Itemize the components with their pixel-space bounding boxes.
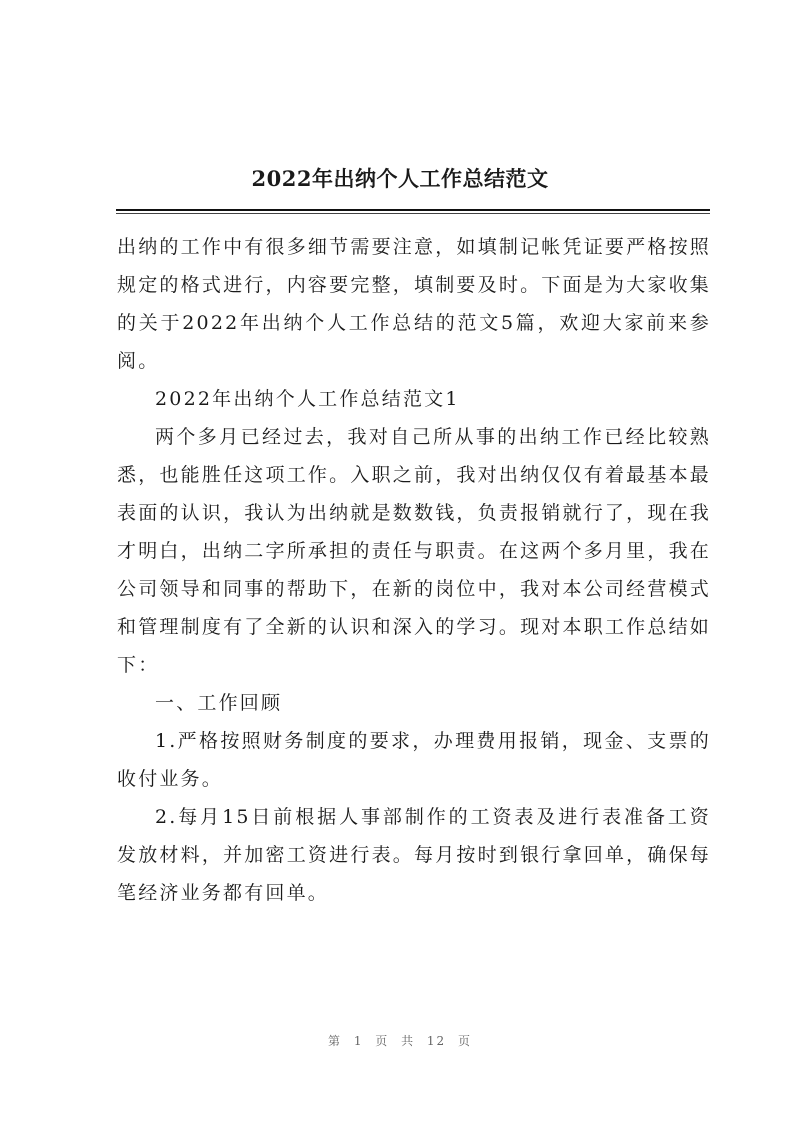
document-title: 2022年出纳个人工作总结范文 [251, 166, 549, 191]
list-item: 2.每月15日前根据人事部制作的工资表及进行表准备工资发放材料，并加密工资进行表。每月按时到银行拿回单，确保每笔经济业务都有回单。 [117, 806, 711, 904]
title-divider-thick [116, 209, 710, 211]
section-heading: 2022年出纳个人工作总结范文1 [155, 388, 460, 410]
document-body [117, 228, 711, 912]
body-paragraph: 两个多月已经过去，我对自己所从事的出纳工作已经比较熟悉，也能胜任这项工作。入职之前，我对出纳仅仅有着最基本最表面的认识，我认为出纳就是数数钱，负责报销就行了，现在我才明白，出纳二字所承担的责任与职责。在这两个多月里，我在公司领导和同事的帮助下，在新的岗位中，我对本公司经营模式和管理制度有了全新的认识和深入的学习。现对本职工作总结如下： [117, 426, 711, 676]
intro-paragraph: 出纳的工作中有很多细节需要注意，如填制记帐凭证要严格按照规定的格式进行，内容要完整，填制要及时。下面是为大家收集的关于2022年出纳个人工作总结的范文5篇，欢迎大家前来参阅。 [117, 236, 711, 372]
title-divider-thin [116, 213, 710, 214]
list-item: 1.严格按照财务制度的要求，办理费用报销，现金、支票的收付业务。 [117, 730, 711, 790]
page-footer: 第 1 页 共 12 页 [328, 1034, 472, 1048]
subsection-heading: 一、工作回顾 [155, 692, 283, 714]
